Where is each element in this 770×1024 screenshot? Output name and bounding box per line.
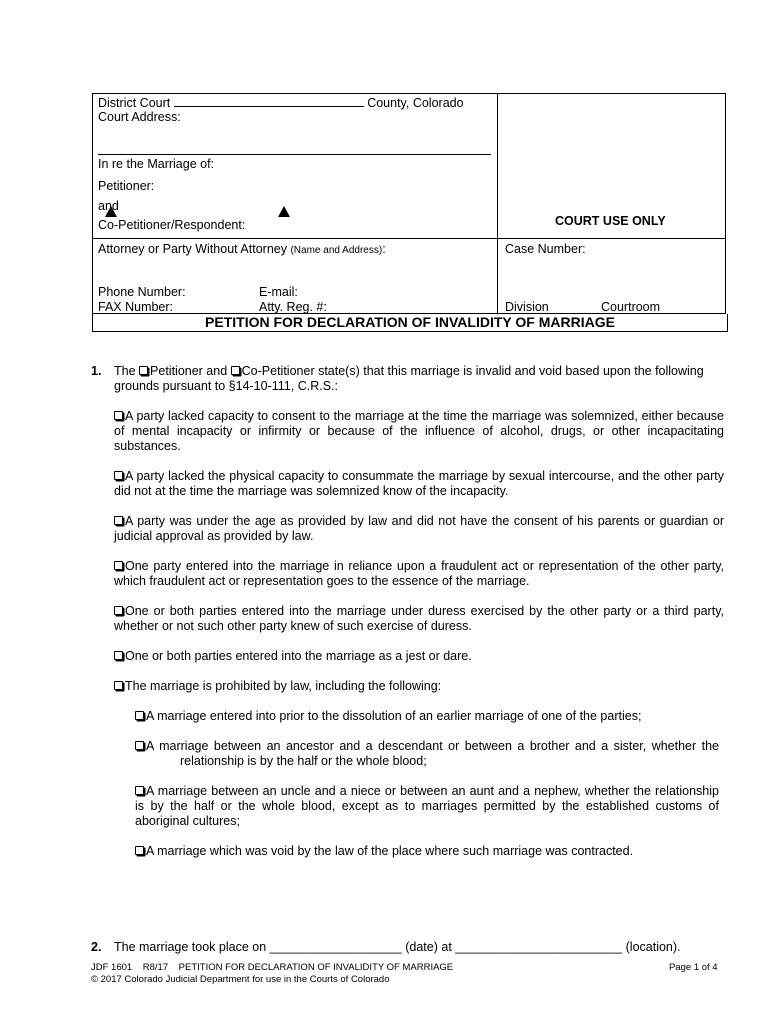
- ground-checkbox[interactable]: [114, 411, 123, 420]
- caption-divider: [497, 93, 498, 314]
- ground-prohibited: [114, 679, 724, 694]
- petitioner-label: Petitioner:: [98, 179, 155, 193]
- ground-text: A party lacked the physical capacity to consummate the marriage by sexual intercourse, and the other party did not at the time the marriage was solemnized know of the incapacity.: [114, 469, 724, 499]
- ground-text: The marriage is prohibited by law, including the following:: [125, 679, 442, 693]
- in-re-label: In re the Marriage of:: [98, 157, 215, 171]
- ground-text: One or both parties entered into the marriage as a jest or dare.: [125, 649, 472, 663]
- prohibited-uncle: [135, 784, 719, 830]
- county-blank[interactable]: [174, 95, 364, 107]
- case-number-label: Case Number:: [505, 242, 586, 256]
- co-petitioner-label: Co-Petitioner/Respondent:: [98, 218, 246, 232]
- and-label: and: [98, 199, 119, 213]
- footer-copyright: © 2017 Colorado Judicial Department for use in the Courts of Colorado: [91, 974, 390, 985]
- item-number-1: 1.: [91, 364, 102, 378]
- footer-revision: R8/17: [142, 962, 169, 973]
- ground-text: One or both parties entered into the marriage under duress exercised by the other party or a third party, whether or not such other party knew of such exercise of duress.: [114, 604, 724, 634]
- ground-checkbox[interactable]: [114, 471, 123, 480]
- ground-incapacity: [114, 409, 724, 455]
- item2-location-label: (location).: [625, 940, 681, 954]
- ground-checkbox[interactable]: [114, 606, 123, 615]
- county-label: County, Colorado: [367, 96, 464, 110]
- prohibited-text: A marriage entered into prior to the dissolution of an earlier marriage of one of the parties;: [146, 709, 642, 723]
- ground-duress: [114, 604, 724, 634]
- item1-line1: [114, 364, 724, 379]
- email-label: E-mail:: [259, 285, 298, 299]
- division-label: Division: [505, 300, 549, 314]
- ground-text: A party lacked capacity to consent to the marriage at the time the marriage was solemnized, either because of mental incapacity or infirmity or because of the influence of alcohol, drugs, or other incapacitating substances.: [114, 409, 724, 454]
- atty-reg-label: Atty. Reg. #:: [259, 300, 327, 314]
- ground-checkbox[interactable]: [114, 516, 123, 525]
- court-address-line[interactable]: [98, 154, 491, 155]
- footer-line1: [91, 962, 453, 974]
- ground-physical: [114, 469, 724, 499]
- prohibited-prior-marriage: [135, 709, 719, 724]
- district-court-line: [98, 95, 464, 111]
- ground-text: A party was under the age as provided by law and did not have the consent of his parents or guardian or judicial approval as provided by law.: [114, 514, 724, 544]
- ground-checkbox[interactable]: [114, 681, 123, 690]
- prohibited-checkbox[interactable]: [135, 846, 144, 855]
- up-arrow-icon: [105, 206, 117, 217]
- prohibited-ancestor-cont: relationship is by the half or the whole blood;: [180, 754, 427, 768]
- attorney-note: (Name and Address): [290, 245, 383, 256]
- prohibited-text: A marriage between an uncle and a niece or between an aunt and a nephew, whether the relationship is by the half or the whole blood, except as to marriages permitted by the established customs of aboriginal cultures;: [135, 784, 719, 829]
- prohibited-checkbox[interactable]: [135, 711, 144, 720]
- item2-line: [114, 940, 681, 955]
- marriage-location-field[interactable]: ________________________: [455, 940, 623, 954]
- item1-petitioner: Petitioner and: [150, 364, 228, 378]
- footer-page: Page 1 of 4: [669, 962, 718, 973]
- caption-box: [92, 93, 726, 314]
- item1-the: The: [114, 364, 136, 378]
- footer-form-id: JDF 1601: [91, 962, 133, 973]
- fax-label: FAX Number:: [98, 300, 174, 314]
- prohibited-text: A marriage between an ancestor and a descendant or between a brother and a sister, whether the: [146, 739, 719, 753]
- prohibited-ancestor: [135, 739, 719, 754]
- item2-text: The marriage took place on: [114, 940, 267, 954]
- attorney-label: Attorney or Party Without Attorney: [98, 242, 287, 256]
- courtroom-label: Courtroom: [601, 300, 661, 314]
- prohibited-checkbox[interactable]: [135, 741, 144, 750]
- ground-checkbox[interactable]: [114, 651, 123, 660]
- attorney-colon: :: [382, 242, 386, 256]
- ground-jest: [114, 649, 724, 664]
- ground-fraud: [114, 559, 724, 589]
- item1-co-petitioner: Co-Petitioner state(s) that this marriage is invalid and void based upon the following: [241, 364, 704, 378]
- ground-age: [114, 514, 724, 544]
- court-address-label: Court Address:: [98, 110, 181, 124]
- item1-line2: grounds pursuant to §14-10-111, C.R.S.:: [114, 379, 338, 393]
- document-title: PETITION FOR DECLARATION OF INVALIDITY OF MARRIAGE: [92, 314, 728, 332]
- footer-form-title: PETITION FOR DECLARATION OF INVALIDITY OF MARRIAGE: [178, 962, 454, 973]
- court-use-only: COURT USE ONLY: [555, 214, 666, 228]
- item2-date-label: (date) at: [405, 940, 452, 954]
- prohibited-text: A marriage which was void by the law of the place where such marriage was contracted.: [146, 844, 634, 858]
- phone-label: Phone Number:: [98, 285, 186, 299]
- ground-text: One party entered into the marriage in reliance upon a fraudulent act or representation of the other party, which fraudulent act or representation goes to the essence of the marriage.: [114, 559, 724, 589]
- co-petitioner-checkbox[interactable]: [231, 366, 240, 375]
- up-arrow-icon: [278, 206, 290, 217]
- district-court-label: District Court: [98, 96, 171, 110]
- attorney-label-line: [98, 242, 386, 258]
- petitioner-checkbox[interactable]: [139, 366, 148, 375]
- caption-row-divider: [92, 238, 726, 239]
- ground-checkbox[interactable]: [114, 561, 123, 570]
- marriage-date-field[interactable]: ___________________: [269, 940, 402, 954]
- prohibited-checkbox[interactable]: [135, 786, 144, 795]
- item-number-2: 2.: [91, 940, 102, 954]
- prohibited-void-place: [135, 844, 719, 859]
